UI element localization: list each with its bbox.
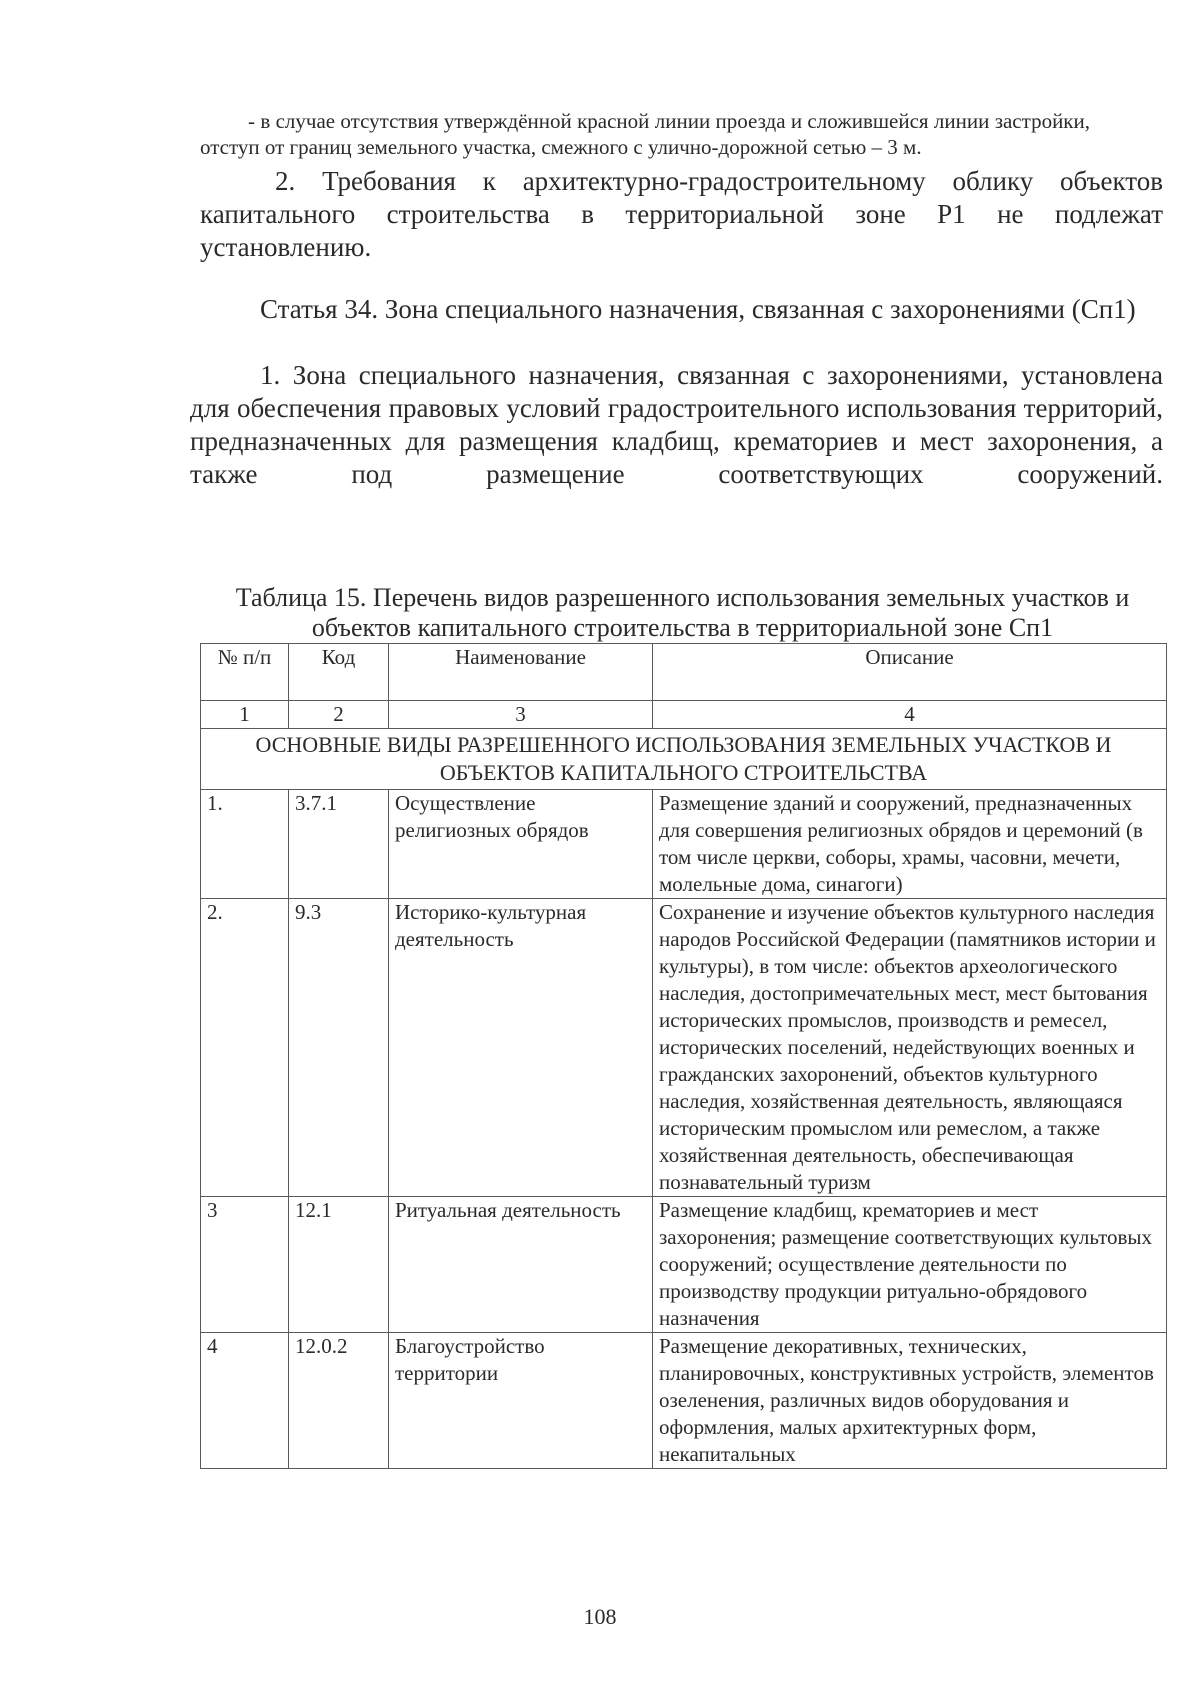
column-number: 4	[653, 701, 1167, 729]
article-heading: Статья 34. Зона специального назначения, связанная с захоронениями (Сп1)	[260, 294, 1136, 324]
column-number: 1	[201, 701, 289, 729]
row-code: 12.1	[289, 1197, 389, 1333]
row-code: 9.3	[289, 899, 389, 1197]
row-name: Благоустройство территории	[389, 1333, 653, 1469]
table-caption: Таблица 15. Перечень видов разрешенного использования земельных участков и объектов капитального строительства в территориальной зоне Сп1	[235, 583, 1130, 642]
row-code: 3.7.1	[289, 790, 389, 899]
row-num: 4	[201, 1333, 289, 1469]
header-name: Наименование	[389, 644, 653, 701]
row-num: 3	[201, 1197, 289, 1333]
paragraph-requirements: 2. Требования к архитектурно-градостроительному облику объектов капитального строительства в территориальной зоне Р1 не подлежат установлению.	[200, 166, 1163, 262]
table-row	[201, 899, 1167, 1197]
row-description: Размещение кладбищ, крематориев и мест захоронения; размещение соответствующих культовых сооружений; осуществление деятельности по производству продукции ритуально-обрядового назначения	[653, 1197, 1167, 1333]
paragraph-setback: - в случае отсутствия утверждённой красной линии проезда и сложившейся линии застройки, отступ от границ земельного участка, смежного с улично-дорожной сетью – 3 м.	[200, 109, 1090, 159]
section-title-row	[201, 729, 1167, 790]
header-code: Код	[289, 644, 389, 701]
table-row	[201, 1333, 1167, 1469]
row-description: Сохранение и изучение объектов культурного наследия народов Российской Федерации (памятников истории и культуры), в том числе: объектов археологического наследия, достопримечательных мест, мест бытования исторических промыслов, производств и ремесел, исторических поселений, недействующих военных и гражданских захоронений, объектов культурного наследия, хозяйственная деятельность, являющаяся историческим промыслом или ремеслом, а также хозяйственная деятельность, обеспечивающая познавательный туризм	[653, 899, 1167, 1197]
column-number: 3	[389, 701, 653, 729]
row-name: Историко-культурная деятельность	[389, 899, 653, 1197]
row-num: 1.	[201, 790, 289, 899]
table-row	[201, 790, 1167, 899]
row-name: Осуществление религиозных обрядов	[389, 790, 653, 899]
paragraph-zone-description: 1. Зона специального назначения, связанная с захоронениями, установлена для обеспечения правовых условий градостроительного использования территорий, предназначенных для размещения кладбищ, крематориев и мест захоронения, а также под размещение соответствующих сооружений.	[190, 360, 1163, 489]
header-description: Описание	[653, 644, 1167, 701]
permitted-use-table	[200, 643, 1167, 1469]
row-name: Ритуальная деятельность	[389, 1197, 653, 1333]
header-num: № п/п	[201, 644, 289, 701]
row-description: Размещение зданий и сооружений, предназначенных для совершения религиозных обрядов и церемоний (в том числе церкви, соборы, храмы, часовни, мечети, молельные дома, синагоги)	[653, 790, 1167, 899]
row-description: Размещение декоративных, технических, планировочных, конструктивных устройств, элементов озеленения, различных видов оборудования и оформления, малых архитектурных форм, некапитальных	[653, 1333, 1167, 1469]
table-header-row	[201, 644, 1167, 701]
row-num: 2.	[201, 899, 289, 1197]
page-number: 108	[583, 1604, 617, 1629]
column-number-row	[201, 701, 1167, 729]
column-number: 2	[289, 701, 389, 729]
section-title: ОСНОВНЫЕ ВИДЫ РАЗРЕШЕННОГО ИСПОЛЬЗОВАНИЯ ЗЕМЕЛЬНЫХ УЧАСТКОВ И ОБЪЕКТОВ КАПИТАЛЬНОГО СТРОИТЕЛЬСТВА	[201, 729, 1167, 790]
row-code: 12.0.2	[289, 1333, 389, 1469]
table-row	[201, 1197, 1167, 1333]
